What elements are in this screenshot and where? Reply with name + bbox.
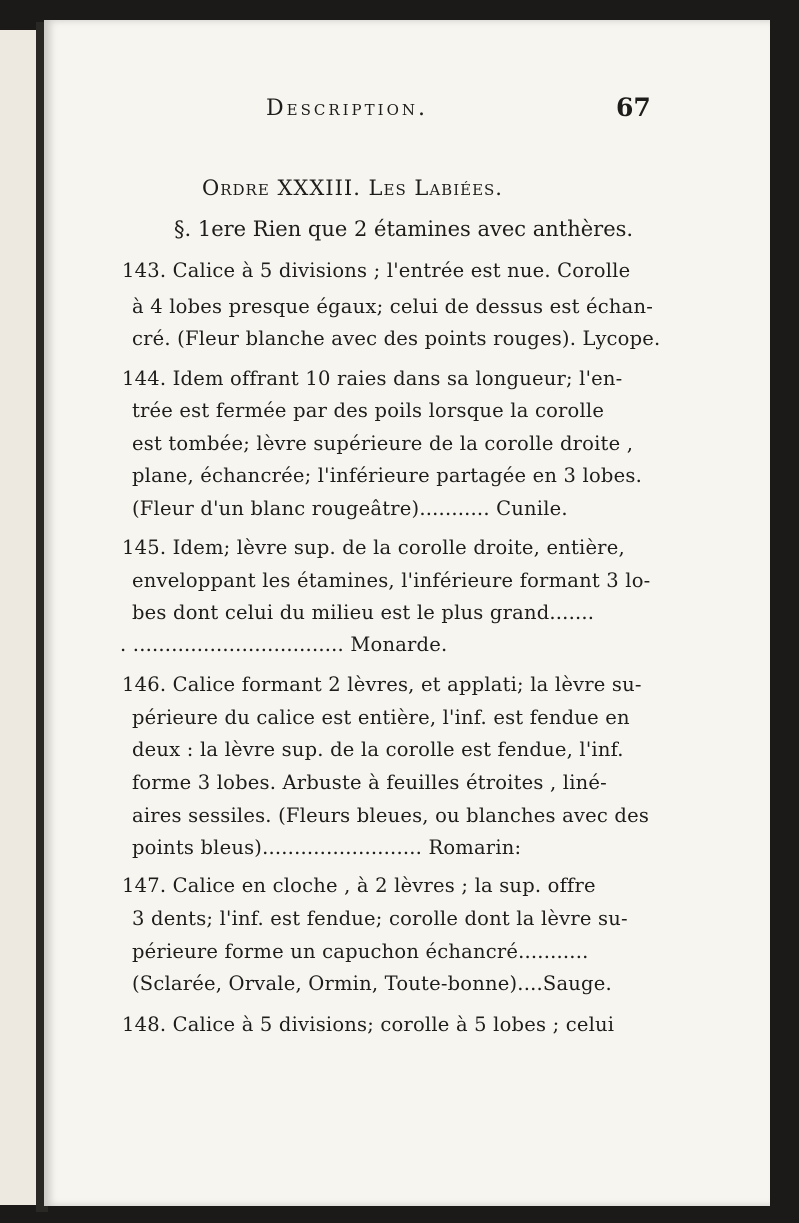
entry-146-line-2: périeure du calice est entière, l'inf. est fendue en bbox=[132, 706, 630, 729]
entry-144-line-4: plane, échancrée; l'inférieure partagée en 3 lobes. bbox=[132, 464, 642, 487]
book-page bbox=[44, 20, 770, 1206]
entry-145-line-2: enveloppant les étamines, l'inférieure formant 3 lo- bbox=[132, 569, 651, 592]
entry-144-line-3: est tombée; lèvre supérieure de la corolle droite , bbox=[132, 432, 634, 455]
entry-144-line-2: trée est fermée par des poils lorsque la corolle bbox=[132, 399, 605, 422]
entry-147-line-4: (Sclarée, Orvale, Ormin, Toute-bonne)....Sauge. bbox=[132, 972, 612, 995]
entry-143-line-2: à 4 lobes presque égaux; celui de dessus est échan- bbox=[132, 295, 654, 318]
entry-148-line-1: 148. Calice à 5 divisions; corolle à 5 lobes ; celui bbox=[122, 1013, 615, 1036]
entry-146-line-6: points bleus)......................... Romarin: bbox=[132, 836, 522, 859]
entry-146-line-5: aires sessiles. (Fleurs bleues, ou blanches avec des bbox=[132, 804, 650, 827]
entry-144-line-5: (Fleur d'un blanc rougeâtre)........... Cunile. bbox=[132, 497, 568, 520]
order-heading: Ordre XXXIII. Les Labiées. bbox=[202, 176, 503, 200]
entry-146-line-4: forme 3 lobes. Arbuste à feuilles étroites , liné- bbox=[132, 771, 607, 794]
entry-144-line-1: 144. Idem offrant 10 raies dans sa longueur; l'en- bbox=[122, 367, 623, 390]
entry-146-line-3: deux : la lèvre sup. de la corolle est fendue, l'inf. bbox=[132, 738, 624, 761]
entry-145-line-1: 145. Idem; lèvre sup. de la corolle droite, entière, bbox=[122, 536, 625, 559]
entry-145-line-4: . ................................. Monarde. bbox=[120, 633, 448, 656]
entry-143-line-1: 143. Calice à 5 divisions ; l'entrée est nue. Corolle bbox=[122, 259, 631, 282]
entry-147-line-2: 3 dents; l'inf. est fendue; corolle dont la lèvre su- bbox=[132, 907, 628, 930]
running-header-title: Description. bbox=[266, 96, 428, 121]
entry-147-line-1: 147. Calice en cloche , à 2 lèvres ; la sup. offre bbox=[122, 874, 596, 897]
section-heading: §. 1ere Rien que 2 étamines avec anthères. bbox=[174, 217, 634, 241]
entry-146-line-1: 146. Calice formant 2 lèvres, et applati; la lèvre su- bbox=[122, 673, 642, 696]
entry-143-line-3: cré. (Fleur blanche avec des points rouges). Lycope. bbox=[132, 327, 661, 350]
entry-147-line-3: périeure forme un capuchon échancré........... bbox=[132, 940, 589, 963]
left-page-edge bbox=[0, 30, 38, 1205]
entry-145-line-3: bes dont celui du milieu est le plus grand....... bbox=[132, 601, 595, 624]
page-number: 67 bbox=[616, 93, 651, 122]
